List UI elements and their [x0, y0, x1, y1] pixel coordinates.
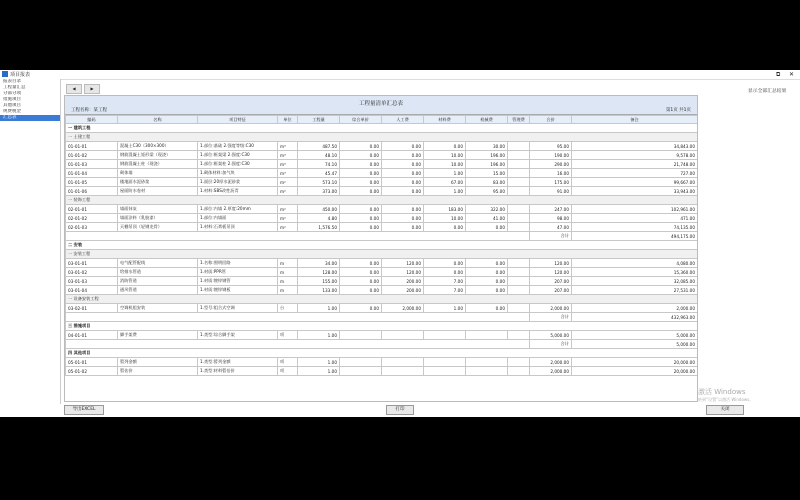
- table-cell: [508, 304, 530, 313]
- row-label: 一 土建工程: [66, 133, 698, 142]
- table-cell: 1.部位:内墙面: [198, 214, 278, 223]
- subtotal-label: 合计: [530, 340, 572, 349]
- table-cell: m²: [278, 214, 298, 223]
- table-cell: 钢筋混凝土柱（现浇）: [118, 160, 198, 169]
- table-cell: [508, 169, 530, 178]
- table-cell: 0.00: [340, 160, 382, 169]
- table-cell: 0.00: [340, 205, 382, 214]
- table-cell: [340, 358, 382, 367]
- table-cell: 1.类型:材料暂估价: [198, 367, 278, 376]
- table-row: [66, 160, 698, 169]
- table-cell: 2,000.00: [382, 304, 424, 313]
- table-cell: 混凝土C30（300×300）: [118, 142, 198, 151]
- table-cell: 32,085.00: [572, 277, 698, 286]
- section-row: [66, 349, 698, 358]
- table-cell: 1.名称:照明回路: [198, 259, 278, 268]
- sheet-header: [65, 96, 697, 115]
- close-button[interactable]: 关闭: [706, 405, 744, 415]
- table-cell: 1,576.50: [298, 223, 340, 232]
- table-cell: 190.00: [530, 151, 572, 160]
- table-cell: 67.00: [424, 178, 466, 187]
- report-tree: [0, 79, 61, 404]
- table-cell: [382, 367, 424, 376]
- column-header: 备注: [572, 116, 698, 124]
- table-cell: 1.材料:石膏板吊顶: [198, 223, 278, 232]
- table-cell: [340, 331, 382, 340]
- table-cell: 4,080.00: [572, 259, 698, 268]
- table-cell: m²: [278, 178, 298, 187]
- table-cell: 1.00: [298, 367, 340, 376]
- table-cell: m: [278, 259, 298, 268]
- row-label: 一 建筑工程: [66, 124, 698, 133]
- table-cell: 10.00: [424, 214, 466, 223]
- table-row: [66, 187, 698, 196]
- table-cell: 2,000.00: [530, 358, 572, 367]
- tree-item[interactable]: 分部分项: [3, 91, 21, 96]
- table-cell: [508, 187, 530, 196]
- table-cell: 10.00: [424, 160, 466, 169]
- next-button[interactable]: ▶: [84, 84, 100, 94]
- table-cell: 95.00: [530, 142, 572, 151]
- table-cell: 120.00: [530, 268, 572, 277]
- show-all-link[interactable]: 显示全部汇总结果: [748, 89, 787, 94]
- table-cell: 10.00: [424, 151, 466, 160]
- table-cell: 487.50: [298, 142, 340, 151]
- table-cell: 0.00: [466, 259, 508, 268]
- table-cell: m³: [278, 169, 298, 178]
- table-cell: 95.00: [466, 187, 508, 196]
- section-row: [66, 322, 698, 331]
- table-cell: [508, 259, 530, 268]
- table-cell: 砌体墙: [118, 169, 198, 178]
- table-cell: 1.部位:框架柱 2.强度:C30: [198, 160, 278, 169]
- table-cell: 41.00: [466, 214, 508, 223]
- close-icon[interactable]: ✕: [789, 71, 795, 78]
- table-cell: 5,000.00: [572, 331, 698, 340]
- windows-activation-watermark: [698, 387, 753, 403]
- table-cell: 0.00: [466, 304, 508, 313]
- table-cell: 120.00: [382, 268, 424, 277]
- table-cell: 01-01-05: [66, 178, 118, 187]
- table-cell: 21,748.00: [572, 160, 698, 169]
- tree-item[interactable]: 规费税金: [3, 109, 21, 114]
- table-cell: 200.00: [382, 286, 424, 295]
- table-cell: 573.10: [298, 178, 340, 187]
- table-cell: [382, 358, 424, 367]
- table-cell: 2,000.00: [530, 367, 572, 376]
- table-cell: 16.00: [530, 169, 572, 178]
- table-cell: 0.00: [382, 142, 424, 151]
- table-cell: m: [278, 286, 298, 295]
- table-cell: 33,943.00: [572, 187, 698, 196]
- table-cell: 0.00: [424, 259, 466, 268]
- table-cell: 墙面抹灰: [118, 205, 198, 214]
- table-cell: m: [278, 277, 298, 286]
- table-row: [66, 286, 698, 295]
- table-cell: 0.00: [340, 259, 382, 268]
- table-cell: [508, 358, 530, 367]
- table-cell: 133.00: [298, 286, 340, 295]
- table-cell: 1.部位:框架梁 2.强度:C30: [198, 151, 278, 160]
- table-cell: 175.00: [530, 178, 572, 187]
- page-indicator: 第1页 共1页: [665, 108, 691, 113]
- table-cell: 给排水管道: [118, 268, 198, 277]
- table-cell: 03-01-03: [66, 277, 118, 286]
- table-cell: 0.00: [340, 187, 382, 196]
- group-row: [66, 133, 698, 142]
- report-sheet: [64, 95, 698, 402]
- table-row: [66, 178, 698, 187]
- table-cell: 1.材质:PPR管: [198, 268, 278, 277]
- column-header: 管理费: [508, 116, 530, 124]
- table-cell: 0.00: [466, 277, 508, 286]
- table-cell: m³: [278, 142, 298, 151]
- row-label: 四 其他项目: [66, 349, 698, 358]
- tree-item[interactable]: 汇总表: [0, 115, 60, 121]
- table-cell: 1.00: [424, 187, 466, 196]
- row-label: 二 安装: [66, 241, 698, 250]
- table-cell: 0.00: [466, 223, 508, 232]
- table-cell: 0.00: [382, 214, 424, 223]
- table-row: [66, 367, 698, 376]
- row-label: 三 措施项目: [66, 322, 698, 331]
- table-cell: 1.型号:组合式空调: [198, 304, 278, 313]
- column-header: 机械费: [466, 116, 508, 124]
- title-bar: [0, 70, 800, 80]
- window-title: 项目报表: [10, 72, 31, 78]
- restore-icon[interactable]: ⧉: [776, 71, 781, 78]
- subtotal-row: [66, 340, 698, 349]
- table-cell: 727.00: [572, 169, 698, 178]
- table-cell: 47.00: [530, 223, 572, 232]
- table-cell: 0.00: [340, 277, 382, 286]
- empty-cell: [66, 232, 530, 241]
- table-row: [66, 358, 698, 367]
- table-cell: 7.00: [424, 277, 466, 286]
- table-cell: 98.00: [530, 214, 572, 223]
- column-header: 合价: [530, 116, 572, 124]
- table-cell: [508, 223, 530, 232]
- table-cell: [508, 160, 530, 169]
- group-row: [66, 295, 698, 304]
- table-cell: 4.80: [298, 214, 340, 223]
- table-cell: 天棚吊顶（轻钢龙骨）: [118, 223, 198, 232]
- subtotal-label: 合计: [530, 313, 572, 322]
- table-cell: 1.砌体材料:加气块: [198, 169, 278, 178]
- table-cell: 20,000.00: [572, 367, 698, 376]
- group-row: [66, 196, 698, 205]
- table-cell: 200.00: [382, 277, 424, 286]
- table-cell: 207.00: [530, 286, 572, 295]
- table-cell: [340, 367, 382, 376]
- table-cell: 02-01-03: [66, 223, 118, 232]
- table-cell: 03-01-01: [66, 259, 118, 268]
- table-cell: 1.类型:综合脚手架: [198, 331, 278, 340]
- table-cell: [466, 367, 508, 376]
- row-label: 一 装饰工程: [66, 196, 698, 205]
- table-cell: 74,135.00: [572, 223, 698, 232]
- table-cell: [508, 178, 530, 187]
- table-cell: 消防管道: [118, 277, 198, 286]
- table-cell: 0.00: [466, 268, 508, 277]
- table-cell: 0.00: [340, 214, 382, 223]
- table-row: [66, 331, 698, 340]
- table-cell: [508, 277, 530, 286]
- app-icon: [2, 71, 8, 77]
- table-cell: [508, 142, 530, 151]
- table-cell: [424, 331, 466, 340]
- table-cell: 0.00: [424, 268, 466, 277]
- table-cell: 83.00: [466, 178, 508, 187]
- table-cell: m²: [278, 205, 298, 214]
- subtotal-row: [66, 232, 698, 241]
- table-cell: 1.00: [424, 304, 466, 313]
- table-cell: 27,531.00: [572, 286, 698, 295]
- table-cell: 9,578.00: [572, 151, 698, 160]
- table-cell: 450.00: [298, 205, 340, 214]
- table-cell: 2,000.00: [572, 304, 698, 313]
- subtotal-value: 5,000.00: [572, 340, 698, 349]
- table-cell: [508, 151, 530, 160]
- table-cell: 1.00: [298, 358, 340, 367]
- column-header: 编码: [66, 116, 118, 124]
- table-cell: 91.00: [530, 187, 572, 196]
- table-cell: 项: [278, 358, 298, 367]
- table-cell: 322.00: [466, 205, 508, 214]
- table-cell: 1.材质:镀锌钢板: [198, 286, 278, 295]
- table-cell: 电气配管配线: [118, 259, 198, 268]
- tree-item[interactable]: 报表目录: [3, 79, 21, 84]
- table-cell: 03-02-01: [66, 304, 118, 313]
- table-cell: 45.47: [298, 169, 340, 178]
- table-cell: 0.00: [340, 286, 382, 295]
- table-cell: 屋面防水卷材: [118, 187, 198, 196]
- table-cell: 0.00: [340, 304, 382, 313]
- table-row: [66, 259, 698, 268]
- table-cell: 120.00: [382, 259, 424, 268]
- table-cell: 20,000.00: [572, 358, 698, 367]
- table-cell: [508, 286, 530, 295]
- table-cell: 05-01-02: [66, 367, 118, 376]
- table-cell: 1.00: [424, 169, 466, 178]
- table-cell: 1.类型:暂列金额: [198, 358, 278, 367]
- table-cell: 373.00: [298, 187, 340, 196]
- section-row: [66, 124, 698, 133]
- table-cell: 0.00: [424, 223, 466, 232]
- project-name: 工程名称：某工程: [71, 108, 107, 113]
- subtotal-row: [66, 313, 698, 322]
- table-cell: 01-01-06: [66, 187, 118, 196]
- row-label: 一 安装工程: [66, 250, 698, 259]
- table-row: [66, 142, 698, 151]
- print-button[interactable]: 打印: [386, 405, 414, 415]
- subtotal-value: 494,175.00: [572, 232, 698, 241]
- table-cell: 0.00: [382, 205, 424, 214]
- table-cell: 暂估价: [118, 367, 198, 376]
- subtotal-label: 合计: [530, 232, 572, 241]
- table-cell: 楼地面水泥砂浆: [118, 178, 198, 187]
- table-row: [66, 277, 698, 286]
- table-cell: 墙面涂料（乳胶漆）: [118, 214, 198, 223]
- export-excel-button[interactable]: 导出EXCEL: [64, 405, 104, 415]
- table-cell: m²: [278, 223, 298, 232]
- table-cell: 7.00: [424, 286, 466, 295]
- table-cell: 471.00: [572, 214, 698, 223]
- table-cell: 03-01-02: [66, 268, 118, 277]
- table-cell: [508, 331, 530, 340]
- table-cell: 05-01-01: [66, 358, 118, 367]
- table-cell: 128.00: [298, 268, 340, 277]
- column-header: 材料费: [424, 116, 466, 124]
- table-cell: 0.00: [382, 160, 424, 169]
- table-cell: 项: [278, 331, 298, 340]
- table-cell: 5,000.00: [530, 331, 572, 340]
- table-cell: 155.00: [298, 277, 340, 286]
- table-row: [66, 151, 698, 160]
- table-row: [66, 205, 698, 214]
- empty-cell: [66, 313, 530, 322]
- column-header: 工程量: [298, 116, 340, 124]
- table-cell: 脚手架费: [118, 331, 198, 340]
- table-cell: 0.00: [340, 268, 382, 277]
- table-cell: 钢筋混凝土矩形梁（现浇）: [118, 151, 198, 160]
- table-cell: [508, 268, 530, 277]
- table-cell: 0.00: [340, 223, 382, 232]
- table-cell: [466, 358, 508, 367]
- table-cell: 15,360.00: [572, 268, 698, 277]
- row-label: 一 设备安装工程: [66, 295, 698, 304]
- table-cell: 34,843.00: [572, 142, 698, 151]
- table-cell: 0.00: [382, 223, 424, 232]
- table-cell: 74.10: [298, 160, 340, 169]
- watermark-line2: 转到“设置”以激活 Windows。: [698, 397, 754, 402]
- column-header: 项目特征: [198, 116, 278, 124]
- table-cell: [424, 358, 466, 367]
- table-row: [66, 169, 698, 178]
- table-cell: 1.00: [298, 331, 340, 340]
- table-cell: 207.00: [530, 277, 572, 286]
- table-cell: 247.00: [530, 205, 572, 214]
- table-cell: 102,961.00: [572, 205, 698, 214]
- table-cell: m³: [278, 160, 298, 169]
- empty-cell: [66, 340, 530, 349]
- watermark-line1: 激活 Windows: [698, 388, 746, 396]
- table-cell: m²: [278, 187, 298, 196]
- section-row: [66, 241, 698, 250]
- table-cell: 15.00: [466, 169, 508, 178]
- table-cell: 99,667.00: [572, 178, 698, 187]
- tree-item[interactable]: 其他项目: [3, 103, 21, 108]
- table-cell: 0.00: [382, 187, 424, 196]
- table-cell: [508, 205, 530, 214]
- table-cell: 0.00: [382, 169, 424, 178]
- table-cell: 183.00: [424, 205, 466, 214]
- table-cell: 196.00: [466, 160, 508, 169]
- table-cell: 暂列金额: [118, 358, 198, 367]
- table-cell: [382, 331, 424, 340]
- table-cell: 1.材料:SBS改性沥青: [198, 187, 278, 196]
- table-cell: 0.00: [340, 169, 382, 178]
- sheet-title: 工程量清单汇总表: [358, 101, 403, 107]
- group-row: [66, 250, 698, 259]
- table-cell: 48.10: [298, 151, 340, 160]
- table-cell: 0.00: [340, 142, 382, 151]
- report-table: [65, 115, 698, 376]
- table-cell: 03-01-04: [66, 286, 118, 295]
- table-row: [66, 214, 698, 223]
- table-cell: 项: [278, 367, 298, 376]
- table-cell: 0.00: [466, 286, 508, 295]
- table-cell: 01-01-04: [66, 169, 118, 178]
- table-row: [66, 223, 698, 232]
- table-cell: 01-01-03: [66, 160, 118, 169]
- table-cell: 0.00: [424, 142, 466, 151]
- table-cell: 01-01-02: [66, 151, 118, 160]
- table-cell: 30.00: [466, 142, 508, 151]
- table-cell: m: [278, 268, 298, 277]
- table-cell: 0.00: [340, 151, 382, 160]
- table-cell: [508, 367, 530, 376]
- table-cell: 290.00: [530, 160, 572, 169]
- table-cell: 1.部位:内墙 2.厚度:20mm: [198, 205, 278, 214]
- table-cell: [508, 214, 530, 223]
- table-cell: [424, 367, 466, 376]
- column-header: 单位: [278, 116, 298, 124]
- table-cell: 1.部位:基础 2.强度等级:C30: [198, 142, 278, 151]
- table-cell: 120.00: [530, 259, 572, 268]
- table-cell: 1.面层:20厚水泥砂浆: [198, 178, 278, 187]
- table-row: [66, 304, 698, 313]
- table-cell: 0.00: [382, 178, 424, 187]
- subtotal-value: 432,963.00: [572, 313, 698, 322]
- tree-item[interactable]: 措施项目: [3, 97, 21, 102]
- tree-item[interactable]: 工程量汇总: [3, 85, 26, 90]
- table-header-row: [66, 116, 698, 124]
- table-cell: 台: [278, 304, 298, 313]
- table-cell: 01-01-01: [66, 142, 118, 151]
- table-cell: 02-01-01: [66, 205, 118, 214]
- table-cell: 0.00: [340, 178, 382, 187]
- table-cell: m³: [278, 151, 298, 160]
- table-cell: 02-01-02: [66, 214, 118, 223]
- table-cell: 1.材质:镀锌钢管: [198, 277, 278, 286]
- table-cell: 0.00: [382, 151, 424, 160]
- table-cell: [466, 331, 508, 340]
- table-cell: 196.00: [466, 151, 508, 160]
- column-header: 人工费: [382, 116, 424, 124]
- prev-button[interactable]: ◀: [66, 84, 82, 94]
- table-cell: 2,000.00: [530, 304, 572, 313]
- app-window: [0, 70, 800, 417]
- column-header: 名称: [118, 116, 198, 124]
- table-cell: 34.00: [298, 259, 340, 268]
- table-cell: 空调机组安装: [118, 304, 198, 313]
- table-row: [66, 268, 698, 277]
- table-cell: 1.00: [298, 304, 340, 313]
- table-cell: 04-01-01: [66, 331, 118, 340]
- table-cell: 通风管道: [118, 286, 198, 295]
- column-header: 综合单价: [340, 116, 382, 124]
